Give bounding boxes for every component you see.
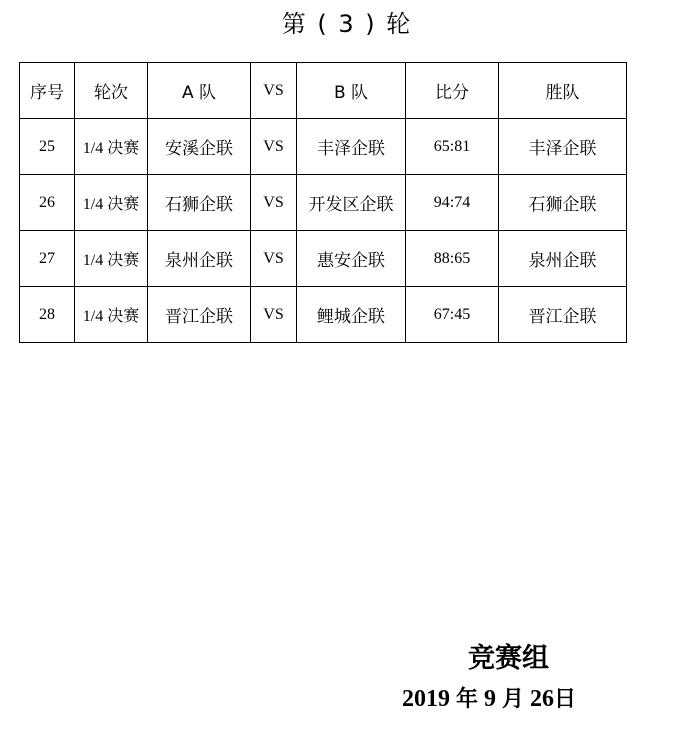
cell-winner: 石狮企联 — [499, 175, 627, 231]
cell-score: 67:45 — [406, 287, 499, 343]
header-winner: 胜队 — [499, 63, 627, 119]
header-vs: VS — [251, 63, 297, 119]
date-day: 26 — [530, 686, 555, 712]
cell-no: 25 — [20, 119, 75, 175]
table-header-row — [20, 63, 627, 119]
cell-team-a: 安溪企联 — [148, 119, 251, 175]
cell-vs: VS — [251, 231, 297, 287]
document-date — [402, 682, 576, 713]
cell-team-b: 鲤城企联 — [297, 287, 406, 343]
cell-team-a: 晋江企联 — [148, 287, 251, 343]
cell-team-b: 开发区企联 — [297, 175, 406, 231]
page-title: 第 ( 3 ) 轮 — [281, 10, 413, 38]
cell-score: 65:81 — [406, 119, 499, 175]
table-row — [20, 119, 627, 175]
header-team-b: B 队 — [297, 63, 406, 119]
cell-winner: 泉州企联 — [499, 231, 627, 287]
date-month-unit: 月 — [502, 687, 525, 712]
date-year: 2019 — [402, 686, 450, 712]
cell-no: 28 — [20, 287, 75, 343]
date-day-unit: 日 — [554, 687, 577, 712]
cell-score: 88:65 — [406, 231, 499, 287]
cell-no: 27 — [20, 231, 75, 287]
organizer-signature: 竞赛组 — [468, 643, 549, 674]
table-row — [20, 175, 627, 231]
cell-team-b: 惠安企联 — [297, 231, 406, 287]
cell-round: 1/4 决赛 — [75, 231, 148, 287]
cell-round: 1/4 决赛 — [75, 119, 148, 175]
header-score: 比分 — [406, 63, 499, 119]
cell-team-b: 丰泽企联 — [297, 119, 406, 175]
cell-score: 94:74 — [406, 175, 499, 231]
cell-round: 1/4 决赛 — [75, 175, 148, 231]
cell-vs: VS — [251, 175, 297, 231]
cell-vs: VS — [251, 119, 297, 175]
results-table — [19, 62, 627, 343]
cell-team-a: 泉州企联 — [148, 231, 251, 287]
date-month: 9 — [484, 686, 497, 712]
cell-round: 1/4 决赛 — [75, 287, 148, 343]
header-team-a: A 队 — [148, 63, 251, 119]
header-no: 序号 — [20, 63, 75, 119]
table-row — [20, 287, 627, 343]
cell-team-a: 石狮企联 — [148, 175, 251, 231]
date-year-unit: 年 — [456, 687, 479, 712]
cell-vs: VS — [251, 287, 297, 343]
table-row — [20, 231, 627, 287]
cell-winner: 丰泽企联 — [499, 119, 627, 175]
cell-winner: 晋江企联 — [499, 287, 627, 343]
cell-no: 26 — [20, 175, 75, 231]
header-round: 轮次 — [75, 63, 148, 119]
